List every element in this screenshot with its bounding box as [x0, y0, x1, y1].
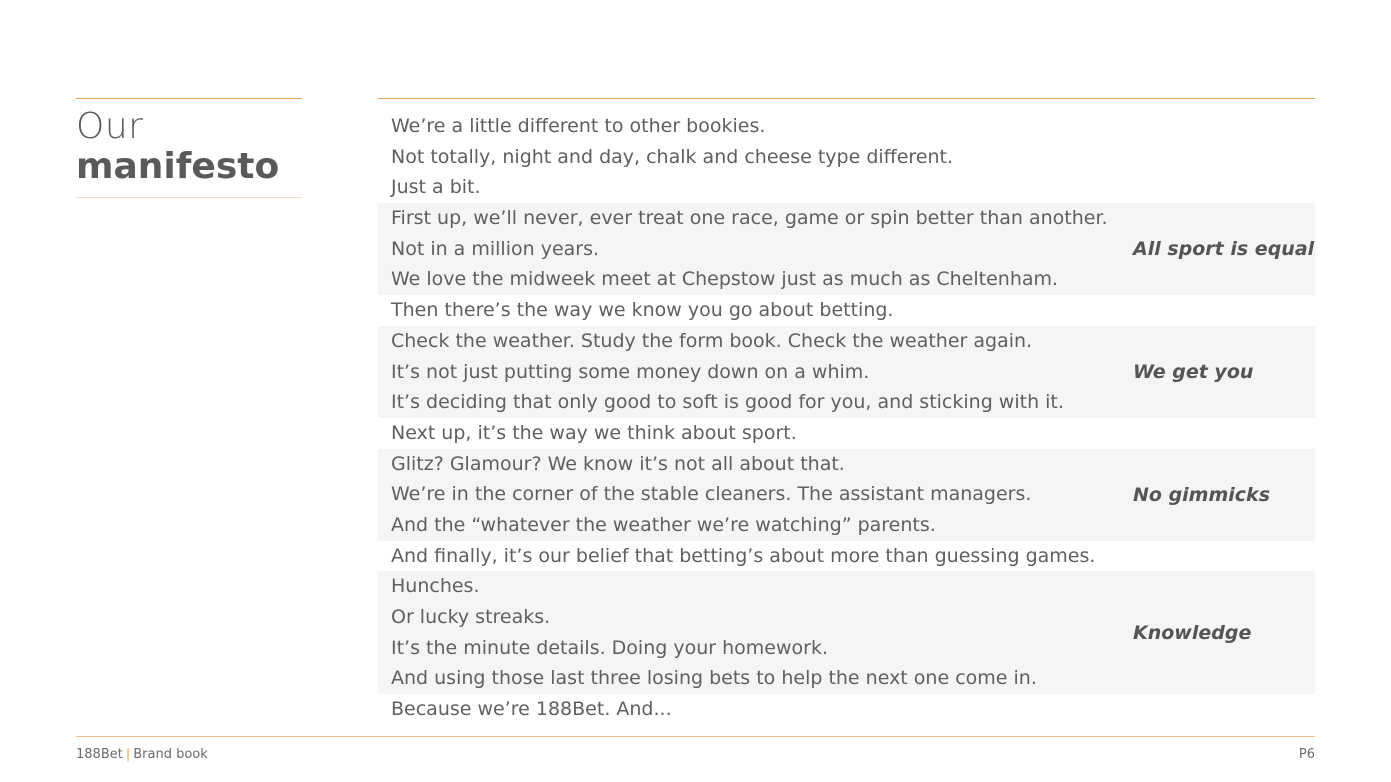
manifesto-row: [378, 295, 1315, 326]
manifesto-row: [378, 418, 1315, 449]
manifesto-line: And using those last three losing bets to help the next one come in.: [391, 667, 1037, 690]
manifesto-line: It’s deciding that only good to soft is good for you, and sticking with it.: [391, 391, 1064, 414]
manifesto-line: We love the midweek meet at Chepstow just as much as Cheltenham.: [391, 268, 1059, 291]
page-title: [76, 99, 302, 198]
manifesto-row: [378, 571, 1315, 694]
manifesto-line: Not totally, night and day, chalk and cheese type different.: [391, 145, 954, 168]
manifesto-row: [378, 326, 1315, 418]
manifesto-lines: [378, 326, 1132, 418]
manifesto-lines: [378, 449, 1132, 541]
manifesto-line: And finally, it’s our belief that betting’s about more than guessing games.: [391, 544, 1096, 567]
footer-brand: 188Bet: [76, 747, 123, 762]
manifesto-line: Hunches.: [391, 575, 480, 598]
manifesto-line: We’re a little different to other bookies.: [391, 115, 766, 137]
manifesto-lines: [378, 295, 1132, 326]
manifesto-row: [378, 449, 1315, 541]
page-number: P6: [1298, 747, 1315, 762]
manifesto-row: [378, 111, 1315, 203]
footer-separator: |: [125, 747, 131, 762]
manifesto-line: And the “whatever the weather we’re watching” parents.: [391, 513, 936, 536]
manifesto-line: Then there’s the way we know you go about betting.: [391, 299, 894, 322]
footer-doc-title: Brand book: [133, 747, 208, 762]
manifesto-lines: [378, 111, 1132, 203]
manifesto-tag: No gimmicks: [1133, 483, 1270, 506]
manifesto-line: Glitz? Glamour? We know it’s not all about that.: [391, 452, 845, 475]
manifesto-line: Check the weather. Study the form book. Check the weather again.: [391, 329, 1033, 352]
title-light: Our: [76, 106, 144, 147]
manifesto-tag: Knowledge: [1133, 621, 1252, 644]
manifesto-row: [378, 203, 1315, 295]
manifesto-line: Not in a million years.: [391, 237, 600, 260]
manifesto-line: Just a bit.: [391, 176, 481, 199]
manifesto-line: Because we’re 188Bet. And...: [391, 698, 672, 721]
manifesto-row: [378, 541, 1315, 572]
manifesto-lines: [378, 418, 1132, 449]
manifesto-lines: [378, 203, 1132, 295]
manifesto-tag: All sport is equal: [1133, 238, 1315, 261]
manifesto-line: We’re in the corner of the stable cleaners. The assistant managers.: [391, 483, 1032, 506]
footer-brand-line: [76, 747, 208, 762]
manifesto-lines: [378, 541, 1132, 572]
manifesto-content: [378, 98, 1315, 725]
manifesto-line: First up, we’ll never, ever treat one race, game or spin better than another.: [391, 207, 1108, 230]
title-section: [76, 98, 302, 198]
manifesto-line: Or lucky streaks.: [391, 606, 551, 628]
footer: [76, 736, 1315, 762]
manifesto-row: [378, 694, 1315, 725]
manifesto-lines: [378, 694, 1132, 725]
manifesto-lines: [378, 571, 1132, 694]
manifesto-line: Next up, it’s the way we think about sport.: [391, 421, 797, 444]
title-bold: manifesto: [76, 146, 280, 187]
manifesto-tag: We get you: [1133, 360, 1254, 383]
manifesto-line: It’s not just putting some money down on a whim.: [391, 360, 870, 383]
manifesto-line: It’s the minute details. Doing your homework.: [391, 636, 828, 659]
